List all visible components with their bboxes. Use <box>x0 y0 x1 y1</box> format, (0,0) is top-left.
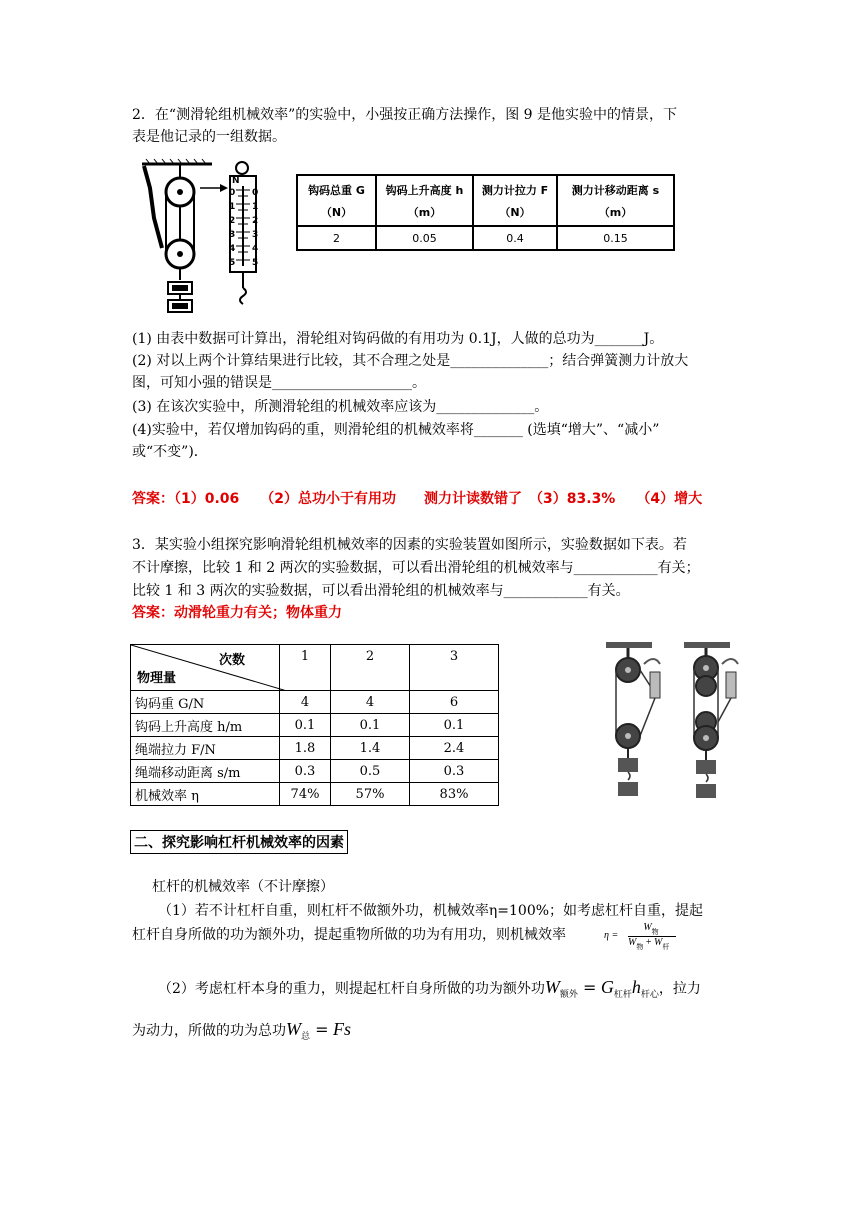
scale-numbers-right <box>252 186 260 270</box>
scale-number: 2 <box>252 216 259 226</box>
q3-line2: 不计摩擦，比较 1 和 2 两次的实验数据，可以看出滑轮组的机械效率与____________有关； <box>132 560 700 576</box>
q2-intro-line2: 表是他记录的一组数据。 <box>132 129 286 145</box>
eq-lhs: η = <box>604 930 619 941</box>
section2-p2-line1: （1）若不计杠杆自重，则杠杆不做额外功，机械效率η=100%；如考虑杠杆自重，提起 <box>158 903 704 919</box>
q2-data-table <box>296 174 675 251</box>
q2-value-cell: 0.15 <box>557 226 674 250</box>
scale-number: 0 <box>229 188 236 198</box>
q2-value-cell: 0.4 <box>473 226 557 250</box>
q2-answer: 答案：（1）0.06 （2）总功小于有用功 测力计读数错了 （3）83.3% （4）增大 <box>132 491 703 507</box>
scale-number: 2 <box>229 216 236 226</box>
scale-number: 1 <box>229 202 236 212</box>
q3-line1: 3．某实验小组探究影响滑轮组机械效率的因素的实验装置如图所示，实验数据如下表。若 <box>132 537 687 553</box>
section2-p3: （2）考虑杠杆本身的重力，则提起杠杆自身所做的功为额外功$W_{额外} = G_{杠杆}h_{杆心}$，拉力 <box>158 977 701 1000</box>
scale-number: 4 <box>229 244 236 254</box>
scale-number: 3 <box>252 230 259 240</box>
col-header: 2 <box>331 645 410 691</box>
q2-sub4-line2: 或“不变”)． <box>132 444 208 460</box>
scale-unit-label: N <box>232 176 240 186</box>
row-label: 钩码重 G/N <box>131 691 280 714</box>
scale-number: 1 <box>252 202 259 212</box>
scale-number: 5 <box>252 258 259 268</box>
q2-header-cell: 测力计移动距离 s （m） <box>557 175 674 226</box>
row-label: 绳端拉力 F/N <box>131 737 280 760</box>
pulley-spring-scale-figure <box>132 158 267 318</box>
col-header: 1 <box>280 645 331 691</box>
row-label: 绳端移动距离 s/m <box>131 760 280 783</box>
table-corner-cell <box>131 645 280 691</box>
q2-sub4-line1: (4)实验中，若仅增加钩码的重，则滑轮组的机械效率将_______ (选填“增大”、“减小” <box>132 422 660 438</box>
cell: 0.3 <box>410 760 499 783</box>
q3-line3: 比较 1 和 3 两次的实验数据，可以看出滑轮组的机械效率与____________有关。 <box>132 583 630 599</box>
scale-number: 5 <box>229 258 236 268</box>
q2-sub1: (1) 由表中数据可计算出，滑轮组对钩码做的有用功为 0.1J，人做的总功为_______J。 <box>132 331 664 347</box>
cell: 0.3 <box>280 760 331 783</box>
cell: 0.1 <box>331 714 410 737</box>
q3-data-table <box>130 644 499 806</box>
scale-number: 0 <box>252 188 259 198</box>
q2-intro-line1: 2．在“测滑轮组机械效率”的实验中，小强按正确方法操作，图 9 是他实验中的情景，下 <box>132 107 678 123</box>
q2-header-cell: 钩码总重 G （N） <box>297 175 376 226</box>
cell: 0.1 <box>280 714 331 737</box>
section2-p1: 杠杆的机械效率（不计摩擦） <box>152 879 334 895</box>
cell: 4 <box>331 691 410 714</box>
cell: 1.8 <box>280 737 331 760</box>
section2-p2-line2: 杠杆自身所做的功为额外功，提起重物所做的功为有用功，则机械效率 <box>132 927 566 943</box>
cell: 4 <box>280 691 331 714</box>
corner-bottom-label: 物理量 <box>137 671 177 686</box>
col-header: 3 <box>410 645 499 691</box>
cell: 57% <box>331 783 410 806</box>
cell: 2.4 <box>410 737 499 760</box>
section-heading: 二、探究影响杠杆机械效率的因素 <box>130 830 348 854</box>
scale-number: 4 <box>252 244 259 254</box>
scale-number: 3 <box>229 230 236 240</box>
q3-answer: 答案：动滑轮重力有关；物体重力 <box>132 605 342 621</box>
cell: 74% <box>280 783 331 806</box>
cell: 0.5 <box>331 760 410 783</box>
q2-value-cell: 0.05 <box>376 226 473 250</box>
cell: 1.4 <box>331 737 410 760</box>
section2-p4: 为动力，所做的功为总功$W_总 = Fs$ <box>132 1019 351 1042</box>
q2-sub3: (3) 在该次实验中，所测滑轮组的机械效率应该为______________。 <box>132 399 549 415</box>
corner-top-label: 次数 <box>218 653 245 668</box>
eq-numerator: $W_物$ <box>643 922 659 936</box>
pulley-apparatus-photo <box>600 638 750 808</box>
row-label: 机械效率 η <box>131 783 280 806</box>
q2-sub2-line2: 图，可知小强的错误是____________________。 <box>132 375 426 391</box>
q2-header-cell: 测力计拉力 F （N） <box>473 175 557 226</box>
eq-denominator: $W_物 + W_杆$ <box>628 937 670 951</box>
q2-header-cell: 钩码上升高度 h （m） <box>376 175 473 226</box>
cell: 83% <box>410 783 499 806</box>
cell: 0.1 <box>410 714 499 737</box>
scale-numbers-left <box>229 186 237 270</box>
row-label: 钩码上升高度 h/m <box>131 714 280 737</box>
q2-value-cell: 2 <box>297 226 376 250</box>
q2-sub2-line1: (2) 对以上两个计算结果进行比较，其不合理之处是______________；结合弹簧测力计放大 <box>132 353 689 369</box>
cell: 6 <box>410 691 499 714</box>
